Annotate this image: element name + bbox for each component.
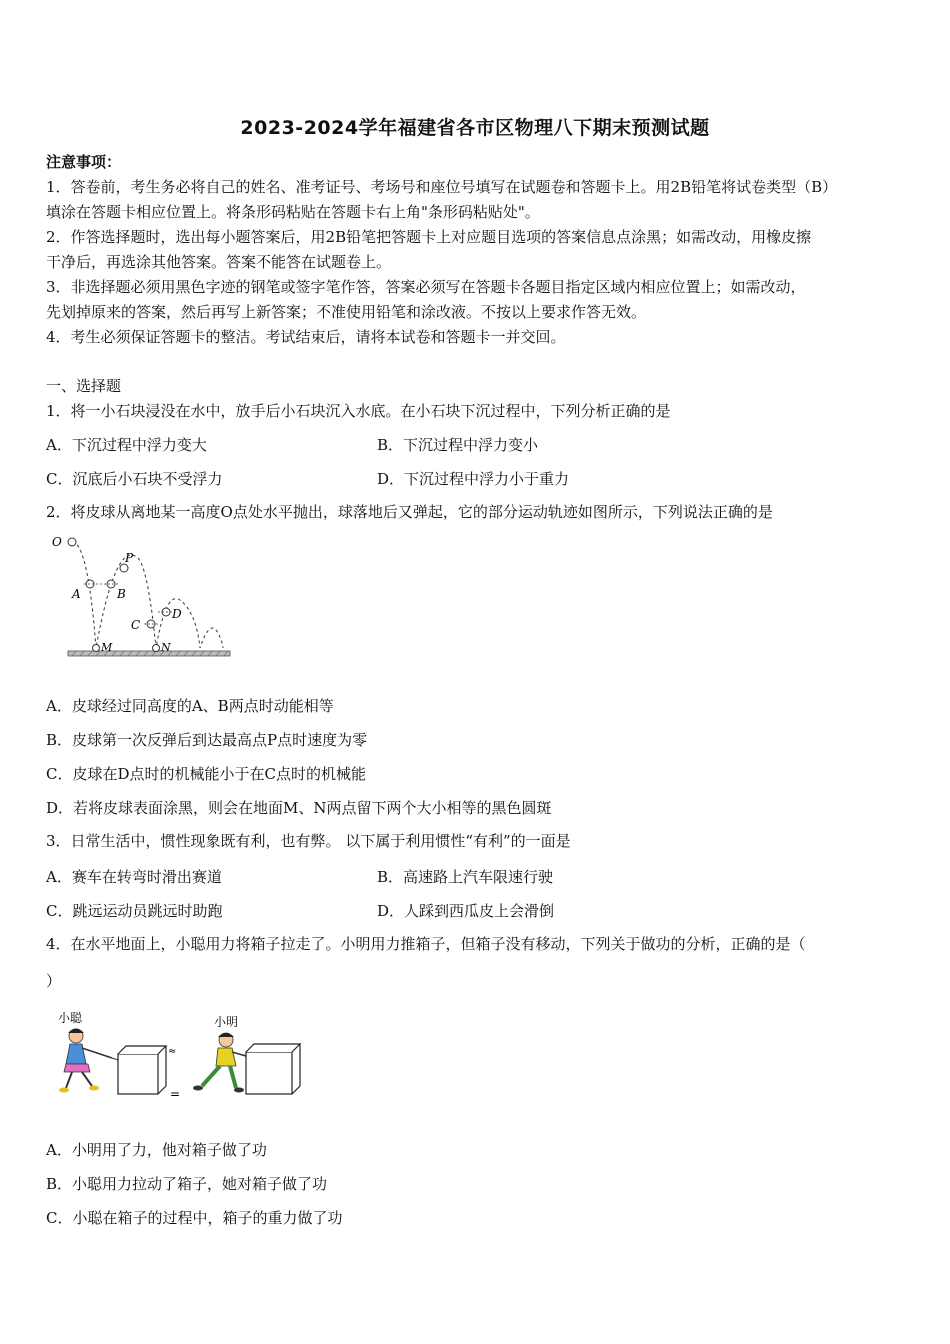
motion-mark: = [170, 1087, 181, 1101]
q4-push-pull-figure [46, 1006, 306, 1106]
boy-figure-icon [193, 1033, 246, 1093]
label-m: M [101, 641, 113, 654]
q3-option-a[interactable]: A．赛车在转弯时滑出赛道 [46, 868, 222, 886]
box-left-icon [118, 1046, 166, 1094]
q2-trajectory-figure [48, 528, 238, 663]
q3-option-b[interactable]: B．高速路上汽车限速行驶 [377, 868, 554, 886]
box-right-icon [246, 1044, 300, 1094]
q2-stem: 2．将皮球从离地某一高度O点处水平抛出，球落地后又弹起，它的部分运动轨迹如图所示，下列说法正确的是 [46, 503, 773, 521]
section-heading: 一、选择题 [46, 377, 122, 395]
notice-line: 干净后，再选涂其他答案。答案不能答在试题卷上。 [46, 253, 392, 271]
trajectory-path [72, 542, 223, 648]
point-n [153, 645, 160, 652]
label-d: D [172, 607, 182, 621]
notice-line: 3．非选择题必须用黑色字迹的钢笔或签字笔作答，答案必须写在答题卡各题目指定区域内相应位置上；如需改动， [46, 278, 806, 296]
notice-line: 1．答卷前，考生务必将自己的姓名、准考证号、考场号和座位号填写在试题卷和答题卡上。用2B铅笔将试卷类型（B） [46, 178, 838, 196]
label-p: P [125, 551, 134, 565]
label-xiaoming: 小明 [214, 1015, 239, 1029]
q3-stem: 3．日常生活中，惯性现象既有利，也有弊。 以下属于利用惯性“有利”的一面是 [46, 832, 571, 850]
q1-option-a[interactable]: A．下沉过程中浮力变大 [46, 436, 207, 454]
girl-figure-icon [59, 1029, 112, 1093]
notice-line: 2．作答选择题时，选出每小题答案后，用2B铅笔把答题卡上对应题目选项的答案信息点涂黑；如需改动，用橡皮擦 [46, 228, 812, 246]
q2-option-d[interactable]: D．若将皮球表面涂黑，则会在地面M、N两点留下两个大小相等的黑色圆斑 [46, 799, 552, 817]
q1-option-d[interactable]: D．下沉过程中浮力小于重力 [377, 470, 570, 488]
q4-stem-end: ） [46, 972, 62, 990]
label-c: C [131, 618, 141, 632]
point-m [93, 645, 100, 652]
label-o: O [52, 535, 62, 549]
q2-option-b[interactable]: B．皮球第一次反弹后到达最高点P点时速度为零 [46, 731, 368, 749]
notice-line: 4．考生必须保证答题卡的整洁。考试结束后，请将本试卷和答题卡一并交回。 [46, 328, 566, 346]
q2-option-c[interactable]: C．皮球在D点时的机械能小于在C点时的机械能 [46, 765, 366, 783]
q4-option-b[interactable]: B．小聪用力拉动了箱子，她对箱子做了功 [46, 1175, 328, 1193]
point-o [68, 538, 76, 546]
point-p [120, 564, 128, 572]
q1-stem: 1．将一小石块浸没在水中，放手后小石块沉入水底。在小石块下沉过程中，下列分析正确的是 [46, 402, 671, 420]
label-b: B [117, 587, 126, 601]
label-xiaocong: 小聪 [58, 1011, 83, 1025]
label-n: N [161, 641, 171, 654]
notice-line: 先划掉原来的答案，然后再写上新答案；不准使用铅笔和涂改液。不按以上要求作答无效。 [46, 303, 647, 321]
q1-option-c[interactable]: C．沉底后小石块不受浮力 [46, 470, 223, 488]
q1-option-b[interactable]: B．下沉过程中浮力变小 [377, 436, 539, 454]
q3-option-d[interactable]: D．人踩到西瓜皮上会滑倒 [377, 902, 555, 920]
label-a: A [72, 587, 81, 601]
q4-option-c[interactable]: C．小聪在箱子的过程中，箱子的重力做了功 [46, 1209, 343, 1227]
ground [68, 651, 230, 656]
q4-stem: 4．在水平地面上，小聪用力将箱子拉走了。小明用力推箱子，但箱子没有移动，下列关于做功的分析，正确的是（ [46, 935, 806, 953]
notice-line: 填涂在答题卡相应位置上。将条形码粘贴在答题卡右上角"条形码粘贴处"。 [46, 203, 540, 221]
page-title: 2023-2024学年福建省各市区物理八下期末预测试题 [240, 117, 710, 139]
notice-heading: 注意事项： [46, 153, 122, 171]
q4-option-a[interactable]: A．小明用了力，他对箱子做了功 [46, 1141, 267, 1159]
q2-option-a[interactable]: A．皮球经过同高度的A、B两点时动能相等 [46, 697, 334, 715]
motion-mark: ≈ [168, 1046, 177, 1057]
q3-option-c[interactable]: C．跳远运动员跳远时助跑 [46, 902, 223, 920]
pull-rope [112, 1058, 118, 1060]
